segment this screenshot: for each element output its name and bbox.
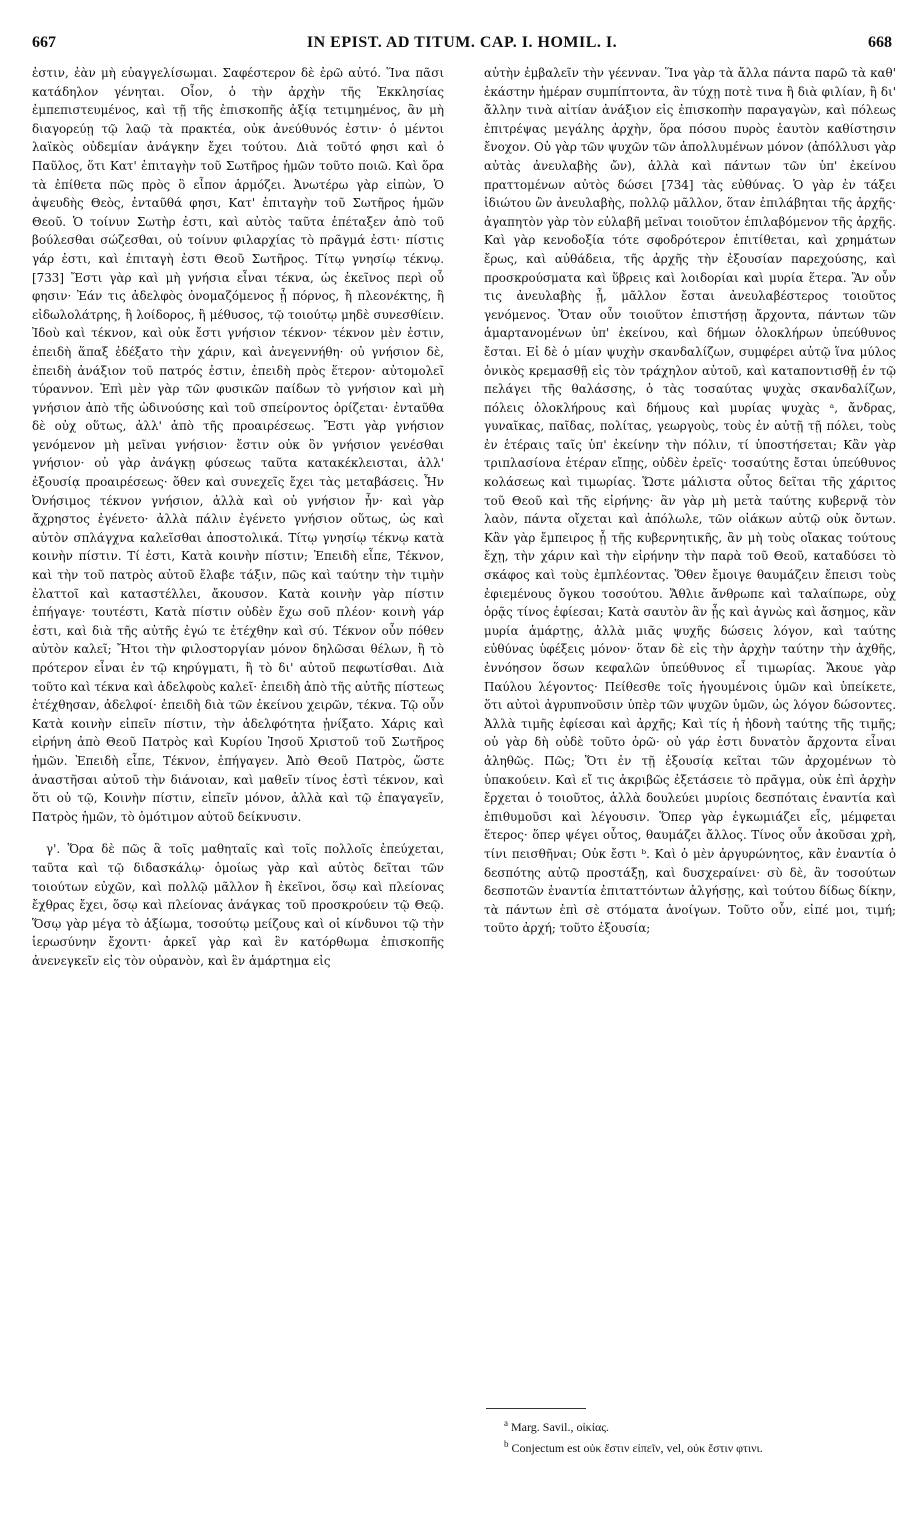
left-paragraph-2: γ'. Ὅρα δὲ πῶς ἃ τοῖς μαθηταῖς καὶ τοῖς πολλοῖς ἐπεύχεται, ταῦτα καὶ τῷ διδασκάλῳ· ὁμοίως γὰρ καὶ αὐτὸς δεῖται τῶν τοιούτων εὐχῶν, καὶ πολλῷ μᾶλλον ἢ ἐκεῖνοι, ὅσῳ καὶ πλείονας ἔχθρας ἔχει, ὅσῳ καὶ πλείονας ἀνάγκας τοῦ προσκρούειν τῷ Θεῷ. Ὅσῳ γὰρ μέγα τὸ ἀξίωμα, τοσούτῳ μείζους καὶ οἱ κίνδυνοι τῷ τὴν ἱερωσύνην ἔχοντι· ἀρκεῖ γὰρ καὶ ἓν κατόρθωμα ἐπισκοπῆς ἀνενεγκεῖν εἰς τὸν οὐρανὸν, καὶ ἓν ἁμάρτημα εἰς	[32, 842, 444, 968]
right-paragraph-1: αὐτὴν ἐμβαλεῖν τὴν γέενναν. Ἵνα γὰρ τὰ ἄλλα πάντα παρῶ τὰ καθ' ἑκάστην ἡμέραν συμπίπτοντα, ἂν τύχῃ ποτὲ τινα ἢ διὰ φιλίαν, ἢ δι' ἄλλην τινὰ αἰτίαν ἀνάξιον εἰς ἐπισκοπὴν παραγαγὼν, καὶ πόλεως ἐπιτρέψας μεγάλης ἀρχὴν, ὅρα πόσου πυρὸς ἑαυτὸν καθίστησιν ἔνοχον. Οὐ γὰρ τῶν ψυχῶν τῶν ἀπολλυμένων μόνον (ἀπόλλυσι γὰρ αὐτὰς ἀνευλαβὴς ὤν), ἀλλὰ καὶ πάντων τῶν ὑπ' ἐκείνου πραττομένων αὐτὸς δώσει [734] τὰς εὐθύνας. Ὁ γὰρ ἐν τάξει ἰδιώτου ὢν ἀνευλαβὴς, πολλῷ μᾶλλον, ὅταν ἐπιλάβηται τῆς ἀρχῆς· ἀγαπητὸν γὰρ τὸν εὐλαβῆ μεῖναι τοιοῦτον ἐπιλαβόμενον τῆς ἀρχῆς. Καὶ γὰρ κενοδοξία τότε σφοδρότερον ἐπιτίθεται, καὶ χρημάτων ἔρως, καὶ αὐθάδεια, τῆς ἀρχῆς τὴν ἐξουσίαν παρεχούσης, καὶ προσκρούσματα καὶ ὕβρεις καὶ λοιδορίαι καὶ μυρία ἕτερα. Ἂν οὖν τις ἀνευλαβὴς ᾖ, μᾶλλον ἔσται ἀνευλαβέστερος τοιοῦτος γενόμενος. Ὅταν οὖν τοιοῦτον ἐπιστήσῃ ἄρχοντα, πάντων τῶν ἁμαρτανομένων ὑπ' ἐκείνου, καὶ δήμων ὁλοκλήρων ὑπεύθυνος ἔσται. Εἰ δὲ ὁ μίαν ψυχὴν σκανδαλίζων, συμφέρει αὐτῷ ἵνα μύλος ὀνικὸς κρεμασθῇ εἰς τὸν τράχηλον αὐτοῦ, καὶ καταποντισθῇ ἐν τῷ πελάγει τῆς θαλάσσης, ὁ τὰς τοσαύτας ψυχὰς σκανδαλίζων, πόλεις ὁλοκλήρους καὶ δήμους καὶ μυρίας ψυχὰς ᵃ, ἄνδρας, γυναῖκας, παῖδας, πολίτας, γεωργοὺς, τοὺς ἐν αὐτῇ τῇ πόλει, τοὺς ἐν ἑτέραις ταῖς ὑπ' ἐκείνην τὴν πόλιν, τί ὑποστήσεται; Κἂν γὰρ τριπλασίονα ἑτέραν εἴπῃς, οὐδὲν ἐρεῖς· τοσαύτης ἔσται ὑπεύθυνος κολάσεως καὶ τιμωρίας. Ὥστε μάλιστα οὗτος δεῖται τῆς χάριτος τοῦ Θεοῦ καὶ τῆς εἰρήνης· ἂν γὰρ μὴ μετὰ ταύτης κυβερνᾷ τὸν λαὸν, πάντα οἴχεται καὶ ἀπόλωλε, τῶν οἰάκων αὐτῷ οὐκ ὄντων. Κἂν γὰρ ἔμπειρος ᾖ τῆς κυβερνητικῆς, ἂν μὴ τοὺς οἴακας τούτους ἔχῃ, τὴν χάριν καὶ τὴν εἰρήνην τὴν παρὰ τοῦ Θεοῦ, καταδύσει τὸ σκάφος καὶ τοὺς ἐμπλέοντας. Ὅθεν ἔμοιγε θαυμάζειν ἔπεισι τοὺς ἐφιεμένους ὄγκου τοσούτου. Ἄθλιε ἄνθρωπε καὶ ταλαίπωρε, οὐχ ὁρᾷς τίνος ἐφίεσαι; Κατὰ σαυτὸν ἂν ᾖς καὶ ἀγνὼς καὶ ἄσημος, κἂν μυρία ἁμάρτῃς, ἀλλὰ μιᾶς ψυχῆς δώσεις λόγον, καὶ ταύτης εὐθύνας ὑφέξεις μόνον· ὅταν δὲ εἰς τὴν ἀρχὴν ταύτην τὴν ἀχθῆς, ἐννόησον ὅσων κεφαλῶν ὑπεύθυνος εἶ τιμωρίας. Ἄκουε γὰρ Παύλου λέγοντος· Πείθεσθε τοῖς ἡγουμένοις ὑμῶν καὶ ὑπείκετε, ὅτι αὐτοὶ ἀγρυπνοῦσιν ὑπὲρ τῶν ψυχῶν ὑμῶν, ὡς λόγον δώσοντες. Ἀλλὰ τιμῆς ἐφίεσαι καὶ ἀρχῆς; Καὶ τίς ἡ ἡδονὴ ταύτης τῆς τιμῆς; οὐ γὰρ δὴ οὐδὲ τοῦτο ὁρῶ· οὐ γάρ ἐστι δυνατὸν ἄρχοντα εἶναι ἀληθῶς. Πῶς; Ὅτι ἐν τῇ ἐξουσίᾳ κεῖται τῶν ἀρχομένων τὸ ὑπακούειν. Καὶ εἴ τις ἀκριβῶς ἐξετάσειε τὸ πρᾶγμα, οὐκ ἐπὶ ἀρχὴν ἔρχεται ὁ τοιοῦτος, ἀλλὰ δουλεύει μυρίοις δεσπόταις ἐναντία καὶ ἐπιθυμοῦσι καὶ λέγουσιν. Ὅπερ γὰρ ἐγκωμιάζει εἷς, μέμφεται ἕτερος· ὅπερ ψέγει οὗτος, θαυμάζει ἄλλος. Τίνος οὖν ἀκοῦσαι χρὴ, τίνι πεισθῆναι; Οὐκ ἔστι ᵇ. Καὶ ὁ μὲν ἀργυρώνητος, κἂν ἐναντία ὁ δεσπότης αὐτῷ προστάξῃ, καὶ δυσχεραίνει· σὺ δὲ, ἂν τοσούτων δεσποτῶν ἐναντία ἐπιταττόντων ἀλγήσῃς, καὶ τούτου δίδως δίκην, τὰ πάντων ἐπὶ σὲ στόματα ἀνοίγων. Τοῦτο οὖν, εἰπέ μοι, τιμή; τοῦτο ἀρχή; τοῦτο ἐξουσία;	[484, 66, 896, 936]
running-title: IN EPIST. AD TITUM. CAP. I. HOMIL. I.	[306, 34, 618, 51]
footnotes	[484, 1408, 896, 1457]
page-header	[32, 34, 892, 60]
footnote-text: Conjectum est οὐκ ἔστιν εἰπεῖν, vel, οὐκ ἔστιν φτινι.	[511, 1441, 763, 1455]
footnote-mark: a	[504, 1418, 508, 1428]
footnote-mark: b	[504, 1439, 509, 1449]
left-column	[32, 64, 444, 1532]
footnote-rule	[486, 1408, 586, 1409]
page-number-left: 667	[32, 34, 56, 51]
left-paragraph-1: ἐστιν, ἐὰν μὴ εὐαγγελίσωμαι. Σαφέστερον δὲ ἐρῶ αὐτό. Ἵνα πᾶσι κατάδηλον γένηται. Οἷον, ὁ τὴν ἀρχὴν τῆς Ἐκκλησίας ἐμπεπιστευμένος, καὶ τῇ τῆς ἐπισκοπῆς ἀξίᾳ τετιμημένος, ἂν μὴ διαγορεύῃ τῷ λαῷ τὰ πρακτέα, οὐκ ἀνεύθυνός ἐστιν· ὁ μέντοι λαϊκὸς οὐδεμίαν ἀνάγκην ἔχει τούτου. Διὰ τοῦτό φησι καὶ ὁ Παῦλος, ὅτι Κατ' ἐπιταγὴν τοῦ Σωτῆρος ἡμῶν τοῦτο ποιῶ. Καὶ ὅρα τὰ ἐπίθετα πῶς πρὸς ὃ εἶπον ἁρμόζει. Ἀνωτέρω γὰρ εἰπὼν, Ὁ ἀψευδὴς Θεὸς, ἐνταῦθά φησι, Κατ' ἐπιταγὴν τοῦ Σωτῆρος ἡμῶν Θεοῦ. Ὁ τοίνυν Σωτὴρ ἐστι, καὶ αὐτὸς ταῦτα ἐπέταξεν ἀπὸ τοῦ βούλεσθαι σώζεσθαι, οὐ τοίνυν φιλαρχίας τὸ πρᾶγμά ἐστι· πίστις γάρ ἐστι, καὶ ἐπιταγὴ ἐστι Θεοῦ Σωτῆρος. Τίτῳ γνησίῳ τέκνῳ. [733] Ἔστι γὰρ καὶ μὴ γνήσια εἶναι τέκνα, ὡς ἐκεῖνος περὶ οὗ φησιν· Ἐάν τις ἀδελφὸς ὀνομαζόμενος ᾖ πόρνος, ἢ πλεονέκτης, ἢ εἰδωλολάτρης, ἢ λοίδορος, ἢ μέθυσος, τῷ τοιούτῳ μηδὲ συνεσθίειν. Ἰδοὺ καὶ τέκνον, καὶ οὐκ ἔστι γνήσιον τέκνον· τέκνον μὲν ἐστιν, ἐπειδὴ ἅπαξ ἐδέξατο τὴν χάριν, καὶ ἀνεγεννήθη· οὐ γνήσιον δὲ, ἐπειδὴ ἀνάξιον τοῦ πατρός ἐστιν, ἐπειδὴ πρὸς ἕτερον· αὐτομολεῖ τύραννον. Ἐπὶ μὲν γὰρ τῶν φυσικῶν παίδων τὸ γνήσιον καὶ μὴ γνήσιον ἀπὸ τῆς ὠδινούσης καὶ τοῦ σπείροντος ὁρίζεται· ἐνταῦθα δὲ οὐχ οὕτως, ἀλλ' ἀπὸ τῆς προαιρέσεως. Ἔστι γὰρ γνήσιον γενόμενον μὴ μεῖναι γνήσιον· ἔστιν οὐκ ὂν γνήσιον γενέσθαι γνήσιον· οὐ γὰρ ἀνάγκῃ φύσεως ταῦτα κατακέκλεισται, ἀλλ' ἐξουσίᾳ προαιρέσεως· ὅθεν καὶ συνεχεῖς ἔχει τὰς μεταβάσεις. Ἦν Ὀνήσιμος τέκνον γνήσιον, ἀλλὰ καὶ οὐ γνήσιον ἦν· καὶ γὰρ ἄχρηστος ἐγένετο· ἀλλὰ πάλιν ἐγένετο γνήσιον οὕτως, ὡς καὶ αὐτὸν σπλάγχνα καλεῖσθαι ἀποστολικά. Τίτῳ γνησίῳ τέκνῳ κατὰ κοινὴν πίστιν. Τί ἐστι, Κατὰ κοινὴν πίστιν; Ἐπειδὴ εἶπε, Τέκνον, καὶ τὴν τοῦ πατρὸς αὐτοῦ ἔλαβε τάξιν, πῶς καὶ ταύτην τὴν τιμὴν ἐλαττοῖ καὶ καταστέλλει, ἄκουσον. Κατὰ κοινὴν γὰρ πίστιν ἐπήγαγε· τουτέστι, Κατὰ πίστιν οὐδὲν ἔχω σοῦ πλέον· κοινὴ γάρ ἐστι, καὶ διὰ τῆς αὐτῆς ἐγώ τε ἐτέχθην καὶ σύ. Τέκνον οὖν πόθεν αὐτὸν καλεῖ; Ἤτοι τὴν φιλοστοργίαν μόνον δηλῶσαι θέλων, ἢ τὸ πρότερον εἶναι ἐν τῷ κηρύγματι, ἢ τὸ δι' αὐτοῦ πεφωτίσθαι. Διὰ τοῦτο καὶ τέκνα καὶ ἀδελφοὺς καλεῖ· ἐπειδὴ ἀπὸ τῆς αὐτῆς πίστεως ἐτέχθησαν, ἀδελφοί· ἐπειδὴ διὰ τῶν ἐκείνου χειρῶν, τέκνα. Τῷ οὖν Κατὰ κοινὴν εἰπεῖν πίστιν, τὴν ἀδελφότητα ᾐνίξατο. Χάρις καὶ εἰρήνη ἀπὸ Θεοῦ Πατρὸς καὶ Κυρίου Ἰησοῦ Χριστοῦ τοῦ Σωτῆρος ἡμῶν. Ἐπειδὴ εἶπε, Τέκνον, ἐπήγαγεν. Ἀπὸ Θεοῦ Πατρὸς, ὥστε ἀναστῆσαι αὐτοῦ τὴν διάνοιαν, καὶ μαθεῖν τίνος ἐστὶ τέκνον, καὶ ὅτι οὐ τῷ, Κοινὴν πίστιν, εἰπεῖν μόνον, ἀλλὰ καὶ τῷ ἐπαγαγεῖν, Πατρὸς ἡμῶν, τὸ ὁμότιμον αὐτοῦ δείκνυσιν.	[32, 66, 445, 824]
footnote-text: Marg. Savil., οἰκίας.	[511, 1420, 609, 1434]
right-column	[484, 64, 896, 1504]
footnote-a	[484, 1415, 896, 1436]
footnote-b	[484, 1436, 896, 1457]
page-number-right: 668	[868, 34, 892, 51]
